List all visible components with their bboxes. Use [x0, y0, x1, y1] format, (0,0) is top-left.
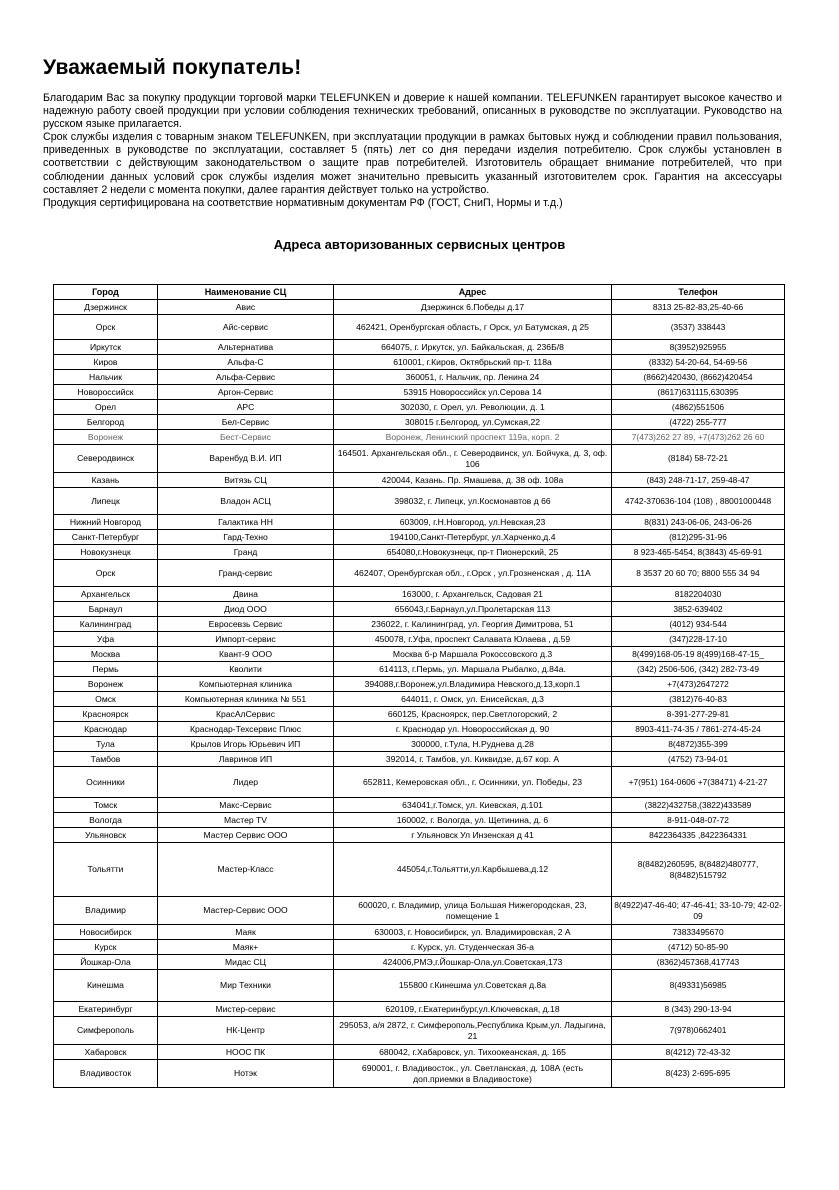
cell-phone: (8184) 58-72-21	[612, 445, 785, 473]
cell-phone: (347)228-17-10	[612, 632, 785, 647]
table-row	[54, 940, 785, 955]
table-row	[54, 692, 785, 707]
cell-name: Витязь СЦ	[158, 473, 334, 488]
cell-address: 652811, Кемеровская обл., г. Осинники, ул. Победы, 23	[334, 767, 612, 798]
cell-name: Крылов Игорь Юрьевич ИП	[158, 737, 334, 752]
cell-phone: 8903-411-74-35 / 7861-274-45-24	[612, 722, 785, 737]
cell-address: 462421, Оренбургская область, г Орск, ул Батумская, д 25	[334, 315, 612, 340]
table-row	[54, 752, 785, 767]
cell-address: 163000, г. Архангельск, Садовая 21	[334, 587, 612, 602]
cell-address: 660125, Красноярск, пер.Светлогорский, 2	[334, 707, 612, 722]
cell-address: 392014, г. Тамбов, ул. Киквидзе, д.67 кор. А	[334, 752, 612, 767]
cell-city: Воронеж	[54, 677, 158, 692]
cell-phone: (8617)631115,630395	[612, 385, 785, 400]
table-row	[54, 385, 785, 400]
table-row	[54, 545, 785, 560]
cell-city: Тула	[54, 737, 158, 752]
page-title: Уважаемый покупатель!	[43, 56, 302, 79]
cell-name: Квант-9 ООО	[158, 647, 334, 662]
cell-address: 614113, г.Пермь, ул. Маршала Рыбалко, д.84а.	[334, 662, 612, 677]
cell-name: Маяк	[158, 925, 334, 940]
cell-city: Новосибирск	[54, 925, 158, 940]
cell-phone: +7(473)2647272	[612, 677, 785, 692]
cell-name: Айс-сервис	[158, 315, 334, 340]
cell-name: Авис	[158, 300, 334, 315]
table-row	[54, 828, 785, 843]
cell-city: Архангельск	[54, 587, 158, 602]
cell-name: Альтернатива	[158, 340, 334, 355]
cell-phone: (342) 2506-506, (342) 282-73-49	[612, 662, 785, 677]
table-row	[54, 662, 785, 677]
cell-address: г. Краснодар ул. Новороссийская д. 90	[334, 722, 612, 737]
cell-address: Дзержинск 6.Победы д.17	[334, 300, 612, 315]
cell-address: 394088,г.Воронеж,ул.Владимира Невского,д.13,корп.1	[334, 677, 612, 692]
table-row	[54, 722, 785, 737]
cell-phone: (4712) 50-85-90	[612, 940, 785, 955]
table-row	[54, 970, 785, 1002]
cell-name: Гард-Техно	[158, 530, 334, 545]
table-row	[54, 707, 785, 722]
table-row	[54, 415, 785, 430]
table-row	[54, 767, 785, 798]
cell-name: Мастер-Класс	[158, 843, 334, 897]
table-row	[54, 1060, 785, 1088]
cell-address: 462407, Оренбургская обл., г.Орск , ул.Грозненская , д. 11А	[334, 560, 612, 587]
cell-phone: 8 3537 20 60 70; 8800 555 34 94	[612, 560, 785, 587]
cell-city: Нальчик	[54, 370, 158, 385]
cell-address: Воронеж, Ленинский проспект 119а, корп. 2	[334, 430, 612, 445]
intro-paragraph: Благодарим Вас за покупку продукции торговой марки TELEFUNKEN и доверие к нашей компании. TELEFUNKEN гарантирует высокое качество и надежную работу своей продукции при условии соблюдения технических требований, описанных в руководстве по эксплуатации. Руководство на русском языке прилагается.	[43, 92, 782, 131]
cell-city: Уфа	[54, 632, 158, 647]
cell-name: Гранд-сервис	[158, 560, 334, 587]
table-row	[54, 677, 785, 692]
cell-city: Вологда	[54, 813, 158, 828]
cell-phone: 3852-639402	[612, 602, 785, 617]
cell-name: Бел-Сервис	[158, 415, 334, 430]
table-row	[54, 587, 785, 602]
cell-city: Белгород	[54, 415, 158, 430]
cell-address: 236022, г. Калининград, ул. Георгия Димитрова, 51	[334, 617, 612, 632]
cell-city: Воронеж	[54, 430, 158, 445]
cell-address: 630003, г. Новосибирск, ул. Владимировская, 2 А	[334, 925, 612, 940]
cell-name: Мидас СЦ	[158, 955, 334, 970]
cell-city: Киров	[54, 355, 158, 370]
cell-name: Нотэк	[158, 1060, 334, 1088]
cell-address: 603009, г.Н.Новгород, ул.Невская,23	[334, 515, 612, 530]
cell-phone: (3812)76-40-83	[612, 692, 785, 707]
cell-city: Северодвинск	[54, 445, 158, 473]
cell-phone: 8(3952)925955	[612, 340, 785, 355]
cell-address: 424006,РМЭ,г.Йошкар-Ола,ул.Советская,173	[334, 955, 612, 970]
cell-city: Липецк	[54, 488, 158, 515]
table-row	[54, 617, 785, 632]
cell-name: Макс-Сервис	[158, 798, 334, 813]
table-row	[54, 737, 785, 752]
cell-phone: 8(8482)260595, 8(8482)480777, 8(8482)515792	[612, 843, 785, 897]
column-header-address: Адрес	[334, 285, 612, 300]
table-row	[54, 473, 785, 488]
cell-phone: 8(4872)355-399	[612, 737, 785, 752]
cell-phone: 8(831) 243-06-06, 243-06-26	[612, 515, 785, 530]
cell-city: Дзержинск	[54, 300, 158, 315]
cell-city: Владивосток	[54, 1060, 158, 1088]
table-row	[54, 370, 785, 385]
table-row	[54, 430, 785, 445]
cell-address: 644011, г. Омск, ул. Енисейская, д.3	[334, 692, 612, 707]
table-row	[54, 813, 785, 828]
table-row	[54, 925, 785, 940]
cell-phone: 8 923-465-5454, 8(3843) 45-69-91	[612, 545, 785, 560]
cell-address: 420044, Казань. Пр. Ямашева, д. 38 оф. 108а	[334, 473, 612, 488]
cell-city: Орел	[54, 400, 158, 415]
cell-city: Ульяновск	[54, 828, 158, 843]
cell-city: Омск	[54, 692, 158, 707]
cell-phone: (8662)420430, (8662)420454	[612, 370, 785, 385]
table-row	[54, 1045, 785, 1060]
cell-city: Красноярск	[54, 707, 158, 722]
cell-city: Калининград	[54, 617, 158, 632]
table-header-row	[54, 285, 785, 300]
cell-address: 610001, г.Киров, Октябрьский пр-т. 118а	[334, 355, 612, 370]
cell-city: Хабаровск	[54, 1045, 158, 1060]
cell-name: Гранд	[158, 545, 334, 560]
cell-address: 302030, г. Орел, ул. Революции, д. 1	[334, 400, 612, 415]
cell-city: Пермь	[54, 662, 158, 677]
table-row	[54, 355, 785, 370]
cell-address: 445054,г.Тольятти,ул.Карбышева,д.12	[334, 843, 612, 897]
table-row	[54, 897, 785, 925]
cell-address: 398032, г. Липецк, ул.Космонавтов д 66	[334, 488, 612, 515]
cell-city: Владимир	[54, 897, 158, 925]
cell-phone: 8(499)168-05-19 8(499)168-47-15_	[612, 647, 785, 662]
table-row	[54, 632, 785, 647]
cell-name: Мастер-Сервис ООО	[158, 897, 334, 925]
cell-name: Альфа-Сервис	[158, 370, 334, 385]
cell-phone: (4012) 934-544	[612, 617, 785, 632]
cell-phone: (4752) 73-94-01	[612, 752, 785, 767]
cell-address: г Ульяновск Ул Инзенская д 41	[334, 828, 612, 843]
cell-address: г. Курск, ул. Студенческая 36-а	[334, 940, 612, 955]
table-row	[54, 798, 785, 813]
cell-city: Санкт-Петербург	[54, 530, 158, 545]
cell-name: Маяк+	[158, 940, 334, 955]
cell-phone: 8(49331)56985	[612, 970, 785, 1002]
cell-address: 690001, г. Владивосток., ул. Светланская, д. 108А (есть доп.приемки в Владивостоке)	[334, 1060, 612, 1088]
cell-address: 680042, г.Хабаровск, ул. Тихоокеанская, д. 165	[334, 1045, 612, 1060]
cell-city: Барнаул	[54, 602, 158, 617]
table-row	[54, 400, 785, 415]
cell-city: Йошкар-Ола	[54, 955, 158, 970]
cell-address: 600020, г. Владимир, улица Большая Нижегородская, 23, помещение 1	[334, 897, 612, 925]
column-header-phone: Телефон	[612, 285, 785, 300]
table-body	[54, 300, 785, 1088]
cell-city: Краснодар	[54, 722, 158, 737]
table-row	[54, 955, 785, 970]
cell-phone: (8362)457368,417743	[612, 955, 785, 970]
cell-address: 656043,г.Барнаул,ул.Пролетарская 113	[334, 602, 612, 617]
cell-phone: (4862)551506	[612, 400, 785, 415]
cell-name: Мастер TV	[158, 813, 334, 828]
cell-name: Бест-Сервис	[158, 430, 334, 445]
cell-phone: (843) 248-71-17, 259-48-47	[612, 473, 785, 488]
table-row	[54, 1017, 785, 1045]
cell-name: Мастер Сервис ООО	[158, 828, 334, 843]
cell-name: Владон АСЦ	[158, 488, 334, 515]
cell-address: 664075, г. Иркутск, ул. Байкальская, д. 236Б/8	[334, 340, 612, 355]
cell-city: Нижний Новгород	[54, 515, 158, 530]
cell-name: Лавринов ИП	[158, 752, 334, 767]
cell-address: 634041,г.Томск, ул. Киевская, д.101	[334, 798, 612, 813]
cell-phone: (4722) 255-777	[612, 415, 785, 430]
cell-address: 53915 Новороссийск ул.Серова 14	[334, 385, 612, 400]
service-centers-table	[53, 284, 785, 1088]
table-row	[54, 843, 785, 897]
cell-name: Варенбуд В.И. ИП	[158, 445, 334, 473]
cell-name: Аргон-Сервис	[158, 385, 334, 400]
cell-name: Компьютерная клиника № 551	[158, 692, 334, 707]
cell-address: 450078, г.Уфа, проспект Салавата Юлаева , д.59	[334, 632, 612, 647]
intro-paragraph: Продукция сертифицирована на соответствие нормативным документам РФ (ГОСТ, СниП, Нормы и т.д.)	[43, 196, 563, 209]
cell-phone: (8332) 54-20-64, 54-69-56	[612, 355, 785, 370]
cell-name: Мир Техники	[158, 970, 334, 1002]
cell-address: 300000, г.Тула, Н.Руднева д.28	[334, 737, 612, 752]
cell-phone: 8313 25-82-83,25-40-66	[612, 300, 785, 315]
cell-city: Новокузнецк	[54, 545, 158, 560]
cell-city: Новороссийск	[54, 385, 158, 400]
cell-address: 194100,Санкт-Петербург, ул.Харченко,д.4	[334, 530, 612, 545]
cell-address: 308015 г.Белгород, ул.Сумская,22	[334, 415, 612, 430]
cell-name: Диод ООО	[158, 602, 334, 617]
column-header-name: Наименование СЦ	[158, 285, 334, 300]
cell-city: Тольятти	[54, 843, 158, 897]
cell-phone: 8-391-277-29-81	[612, 707, 785, 722]
cell-city: Екатеринбург	[54, 1002, 158, 1017]
cell-city: Осинники	[54, 767, 158, 798]
table-row	[54, 560, 785, 587]
cell-name: Импорт-сервис	[158, 632, 334, 647]
cell-city: Кинешма	[54, 970, 158, 1002]
cell-city: Курск	[54, 940, 158, 955]
table-row	[54, 445, 785, 473]
cell-phone: 7(978)0662401	[612, 1017, 785, 1045]
cell-phone: 7(473)262 27 89, +7(473)262 26 60	[612, 430, 785, 445]
cell-city: Томск	[54, 798, 158, 813]
cell-address: 360051, г. Нальчик, пр. Ленина 24	[334, 370, 612, 385]
cell-phone: 8(423) 2-695-695	[612, 1060, 785, 1088]
cell-address: Москва б-р Маршала Рокоссовского д.3	[334, 647, 612, 662]
cell-city: Москва	[54, 647, 158, 662]
cell-name: НООС ПК	[158, 1045, 334, 1060]
cell-address: 160002, г. Вологда, ул. Щетинина, д. 6	[334, 813, 612, 828]
cell-phone: (3537) 338443	[612, 315, 785, 340]
cell-name: Мистер-сервис	[158, 1002, 334, 1017]
column-header-city: Город	[54, 285, 158, 300]
intro-text	[43, 92, 782, 210]
cell-city: Тамбов	[54, 752, 158, 767]
table-row	[54, 300, 785, 315]
cell-phone: 8182204030	[612, 587, 785, 602]
cell-name: КрасАлСервис	[158, 707, 334, 722]
table-row	[54, 602, 785, 617]
table-row	[54, 315, 785, 340]
table-row	[54, 1002, 785, 1017]
cell-address: 620109, г.Екатеринбург,ул.Ключевская, д.18	[334, 1002, 612, 1017]
cell-city: Орск	[54, 315, 158, 340]
cell-name: Галактика НН	[158, 515, 334, 530]
cell-phone: 8422364335 ,8422364331	[612, 828, 785, 843]
table-row	[54, 340, 785, 355]
cell-name: НК-Центр	[158, 1017, 334, 1045]
cell-city: Орск	[54, 560, 158, 587]
table-title: Адреса авторизованных сервисных центров	[273, 237, 566, 252]
cell-name: Краснодар-Техсервис Плюс	[158, 722, 334, 737]
cell-name: Компьютерная клиника	[158, 677, 334, 692]
cell-address: 295053, а/я 2872, г. Симферополь,Республика Крым,ул. Ладыгина, 21	[334, 1017, 612, 1045]
cell-phone: 8(4922)47-46-40; 47-46-41; 33-10-79; 42-02-09	[612, 897, 785, 925]
table-row	[54, 488, 785, 515]
cell-phone: 8(4212) 72-43-32	[612, 1045, 785, 1060]
cell-phone: 73833495670	[612, 925, 785, 940]
cell-address: 654080,г.Новокузнецк, пр-т Пионерский, 25	[334, 545, 612, 560]
cell-name: Лидер	[158, 767, 334, 798]
cell-city: Казань	[54, 473, 158, 488]
cell-name: Альфа-С	[158, 355, 334, 370]
cell-city: Симферополь	[54, 1017, 158, 1045]
cell-phone: 8-911-048-07-72	[612, 813, 785, 828]
cell-phone: +7(951) 164-0606 +7(38471) 4-21-27	[612, 767, 785, 798]
cell-address: 155800 г.Кинешма ул.Советская д.8а	[334, 970, 612, 1002]
intro-paragraph: Срок службы изделия с товарным знаком TELEFUNKEN, при эксплуатации продукции в рамках бытовых нужд и соблюдении правил пользования, приведенных в руководстве по эксплуатации, составляет 5 (пять) лет со дня передачи изделия потребителю. Срок службы установлен в соответствии с действующим законодательством о защите прав потребителей. Изготовитель обращает внимание потребителей, что при соблюдении данных условий срок службы изделия может значительно превысить указанный изготовителем срок. Гарантия на аксессуары составляет 2 недели с момента покупки, далее гарантия действует только на устройство.	[43, 131, 782, 196]
table-row	[54, 647, 785, 662]
cell-name: АРС	[158, 400, 334, 415]
cell-phone: (812)295-31-96	[612, 530, 785, 545]
table-row	[54, 515, 785, 530]
cell-name: Двина	[158, 587, 334, 602]
cell-phone: 4742-370636-104 (108) , 88001000448	[612, 488, 785, 515]
cell-phone: 8 (343) 290-13-94	[612, 1002, 785, 1017]
table-row	[54, 530, 785, 545]
cell-name: Евросевзь Сервис	[158, 617, 334, 632]
cell-phone: (3822)432758,(3822)433589	[612, 798, 785, 813]
cell-city: Иркутск	[54, 340, 158, 355]
cell-name: Кволити	[158, 662, 334, 677]
cell-address: 164501. Архангельская обл., г. Северодвинск, ул. Бойчука, д. 3, оф. 106	[334, 445, 612, 473]
